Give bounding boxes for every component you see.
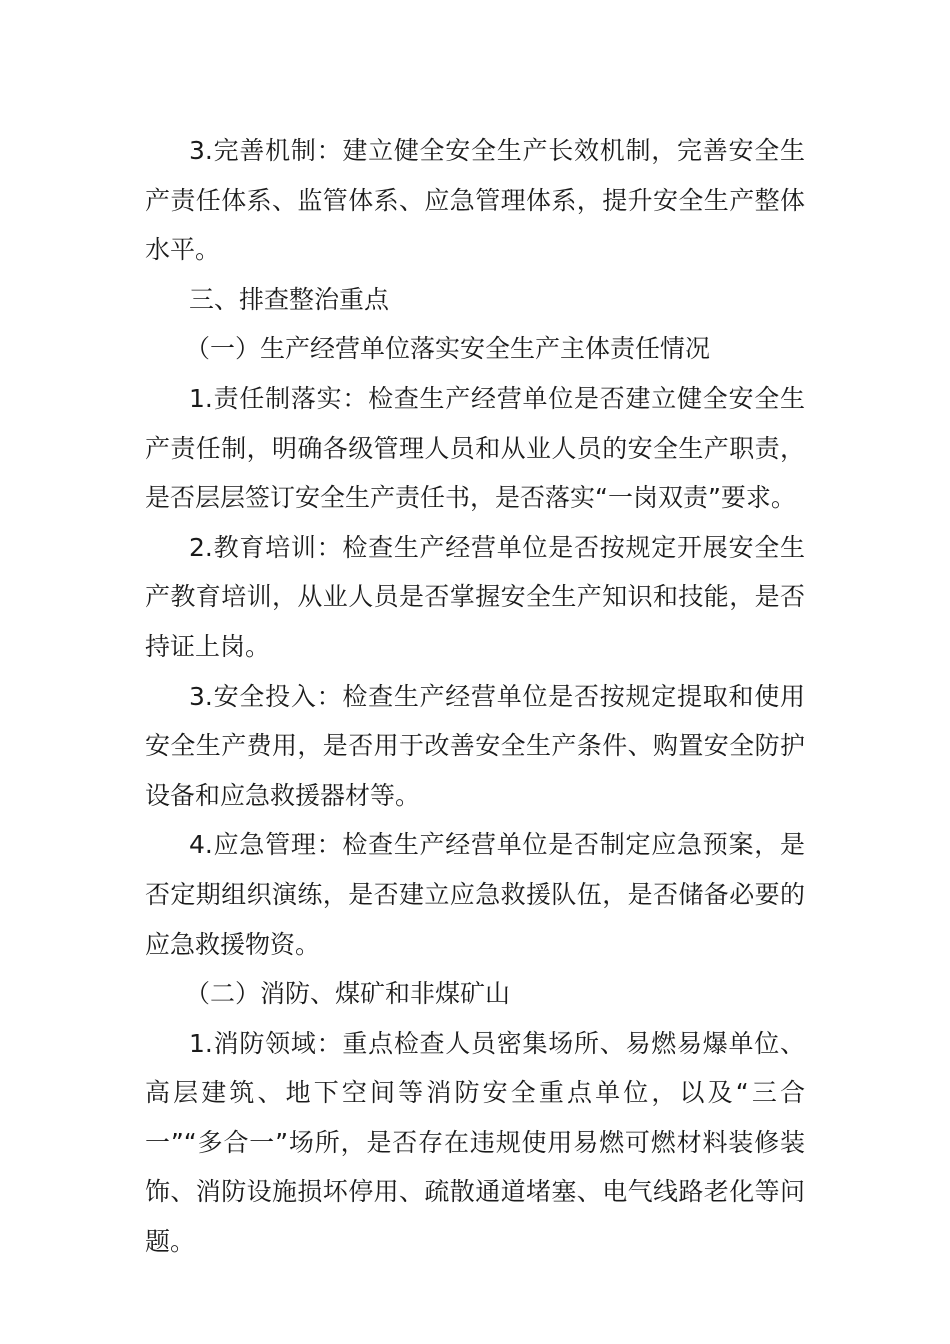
paragraph-emergency-management: 4.应急管理：检查生产经营单位是否制定应急预案，是否定期组织演练，是否建立应急救援队伍，是否储备必要的应急救援物资。 xyxy=(145,830,805,959)
document-body xyxy=(145,126,805,1267)
paragraph-education-training: 2.教育培训：检查生产经营单位是否按规定开展安全生产教育培训，从业人员是否掌握安全生产知识和技能，是否持证上岗。 xyxy=(145,532,805,661)
section-heading-inspection-focus: 三、排查整治重点 xyxy=(189,284,390,314)
paragraph-fire-protection: 1.消防领域：重点检查人员密集场所、易燃易爆单位、高层建筑、地下空间等消防安全重点单位，以及“三合一”“多合一”场所，是否存在违规使用易燃可燃材料装修装饰、消防设施损坏停用、疏散通道堵塞、电气线路老化等问题。 xyxy=(145,1028,805,1257)
paragraph-safety-investment: 3.安全投入：检查生产经营单位是否按规定提取和使用安全生产费用，是否用于改善安全生产条件、购置安全防护设备和应急救援器材等。 xyxy=(145,681,805,810)
subsection-heading-main-responsibility: （一）生产经营单位落实安全生产主体责任情况 xyxy=(185,334,711,364)
subsection-heading-fire-mining: （二）消防、煤矿和非煤矿山 xyxy=(185,979,511,1009)
paragraph-improve-mechanism: 3.完善机制：建立健全安全生产长效机制，完善安全生产责任体系、监管体系、应急管理体系，提升安全生产整体水平。 xyxy=(145,136,805,265)
paragraph-responsibility-system: 1.责任制落实：检查生产经营单位是否建立健全安全生产责任制，明确各级管理人员和从业人员的安全生产职责，是否层层签订安全生产责任书，是否落实“一岗双责”要求。 xyxy=(145,383,805,513)
